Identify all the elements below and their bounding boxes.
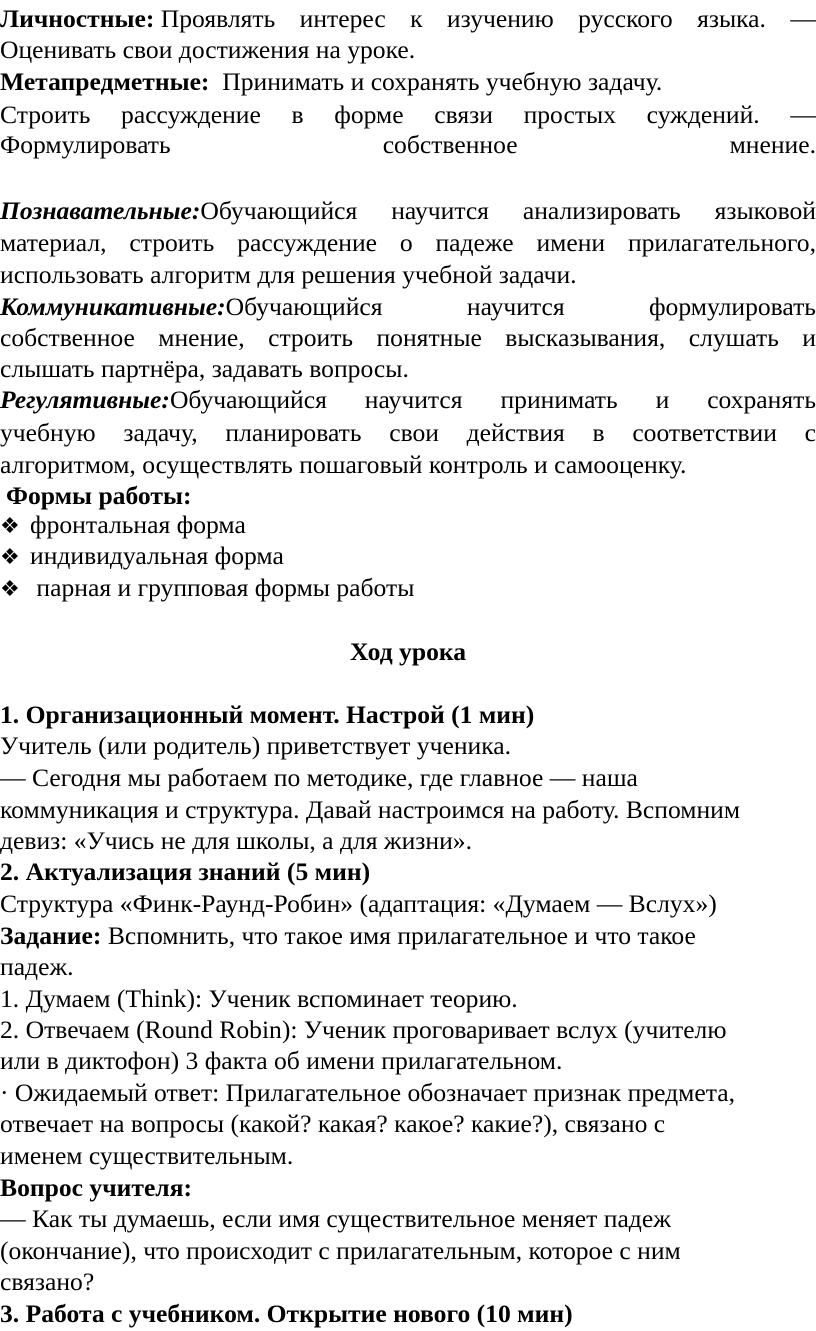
diamond-bullet-icon: ❖	[0, 576, 20, 601]
word: языковой	[714, 196, 816, 225]
section-2-structure: Структура «Финк-Раунд-Робин» (адаптация: «Думаем — Вслух»)	[0, 889, 717, 918]
section-1-line: коммуникация и структура. Давай настроимся на работу. Вспомним	[0, 795, 741, 824]
section-2-task	[0, 921, 816, 951]
regulatory-line-3: алгоритмом, осуществлять пошаговый контроль и самооценку.	[0, 450, 687, 479]
word: Строить	[0, 100, 91, 129]
cognitive-line-3: использовать алгоритм для решения учебной задачи.	[0, 260, 577, 289]
word: форме	[334, 100, 404, 129]
section-2-line: 2. Отвечаем (Round Robin): Ученик проговаривает вслух (учителю	[0, 1015, 727, 1044]
communicative-label: Коммуникативные:	[0, 292, 226, 321]
forms-item-1	[0, 510, 816, 541]
word: о	[399, 228, 413, 257]
word: с	[804, 418, 816, 447]
word: Обучающийся	[169, 385, 327, 414]
word: Проявлять	[160, 4, 276, 33]
word: слушать	[688, 323, 779, 352]
section-1-line: — Сегодня мы работаем по методике, где главное — наша	[0, 763, 638, 792]
word: высказывания,	[505, 323, 666, 352]
diamond-bullet-icon: ❖	[0, 544, 20, 569]
meta-label: Метапредметные:	[0, 67, 210, 96]
section-2-line: · Ожидаемый ответ: Прилагательное обозначает признак предмета,	[0, 1078, 735, 1107]
section-3-heading: 3. Работа с учебником. Открытие нового (10 мин)	[0, 1299, 573, 1328]
section-2-task-cont: падеж.	[0, 952, 74, 981]
regulatory-line-1	[0, 385, 816, 415]
word: прилагательного,	[627, 228, 816, 257]
forms-title: Формы работы:	[6, 481, 192, 510]
word: собственное	[0, 323, 135, 352]
personal-line-2: Оценивать свои достижения на уроке.	[0, 35, 416, 64]
communicative-line-1	[0, 292, 816, 322]
meta-line-1	[0, 67, 816, 97]
section-2-line: отвечает на вопросы (какой? какая? какое? какие?), связано с	[0, 1109, 666, 1138]
word: к	[410, 4, 423, 33]
section-2-heading: 2. Актуализация знаний (5 мин)	[0, 857, 371, 886]
word: научится	[466, 292, 565, 321]
word: в	[592, 418, 605, 447]
word: рассуждение	[237, 228, 378, 257]
word: понятные	[376, 323, 482, 352]
section-2-line: именем существительным.	[0, 1141, 294, 1170]
cognitive-line-1	[0, 196, 816, 226]
word: Обучающийся	[200, 196, 358, 225]
word: принимать	[500, 385, 618, 414]
regulatory-line-2	[0, 418, 816, 448]
word: учебную	[0, 418, 96, 447]
word: формулировать	[648, 292, 816, 321]
forms-item-text: индивидуальная форма	[30, 541, 284, 570]
word: научится	[391, 196, 489, 225]
word: и	[802, 323, 816, 352]
word: анализировать	[522, 196, 681, 225]
word: строить	[129, 228, 215, 257]
word: материал,	[0, 228, 107, 257]
communicative-line-2	[0, 323, 816, 353]
word: собственное	[382, 130, 518, 159]
word: русского	[578, 4, 673, 33]
personal-line-1	[0, 4, 816, 34]
word: задачу,	[123, 418, 198, 447]
word: падеже	[435, 228, 514, 257]
word: соответствии	[632, 418, 777, 447]
meta-line-2	[0, 100, 816, 130]
word: изучению	[446, 4, 554, 33]
teacher-question-line: связано?	[0, 1267, 95, 1296]
word: планировать	[225, 418, 362, 447]
word: Обучающийся	[225, 292, 383, 321]
task-label: Задание:	[0, 921, 102, 950]
word: действия	[466, 418, 565, 447]
lesson-title: Ход урока	[349, 637, 467, 666]
word: и	[655, 385, 670, 414]
forms-item-3	[0, 573, 816, 604]
diamond-bullet-icon: ❖	[0, 513, 20, 538]
word: Формулировать	[0, 130, 171, 159]
word: —	[790, 100, 816, 129]
word: строить	[268, 323, 354, 352]
teacher-question-line: (окончание), что происходит с прилагательным, которое с ним	[0, 1236, 681, 1265]
word: сохранять	[707, 385, 816, 414]
word: суждений.	[646, 100, 760, 129]
section-1-heading: 1. Организационный момент. Настрой (1 мин)	[0, 700, 535, 729]
word: интерес	[299, 4, 386, 33]
section-1-line: Учитель (или родитель) приветствует ученика.	[0, 731, 512, 760]
word: свои	[389, 418, 439, 447]
forms-item-text: фронтальная форма	[30, 510, 246, 539]
word: —	[790, 4, 816, 33]
communicative-line-3: слышать партнёра, задавать вопросы.	[0, 354, 409, 383]
word: имени	[536, 228, 606, 257]
cognitive-line-2	[0, 228, 816, 258]
teacher-question-line: — Как ты думаешь, если имя существительное меняет падеж	[0, 1204, 671, 1233]
forms-item-2	[0, 541, 816, 572]
word: мнение,	[158, 323, 245, 352]
section-2-line: или в диктофон) 3 факта об имени прилагательном.	[0, 1046, 563, 1075]
word: простых	[523, 100, 617, 129]
word: в	[291, 100, 304, 129]
meta-text: Принимать и сохранять учебную задачу.	[222, 67, 663, 96]
forms-item-text: парная и групповая формы работы	[36, 573, 415, 602]
word: связи	[434, 100, 493, 129]
word: мнение.	[729, 130, 816, 159]
regulatory-label: Регулятивные:	[0, 385, 170, 414]
personal-label: Личностные:	[0, 4, 155, 33]
task-text: Вспомнить, что такое имя прилагательное и что такое	[101, 921, 696, 950]
teacher-question-label: Вопрос учителя:	[0, 1173, 193, 1202]
word: рассуждение	[121, 100, 261, 129]
cognitive-label: Познавательные:	[0, 196, 201, 225]
word: научится	[364, 385, 463, 414]
section-1-line: девиз: «Учись не для школы, а для жизни».	[0, 826, 472, 855]
section-2-line: 1. Думаем (Think): Ученик вспоминает теорию.	[0, 984, 518, 1013]
word: языка.	[697, 4, 766, 33]
meta-line-3	[0, 130, 816, 160]
